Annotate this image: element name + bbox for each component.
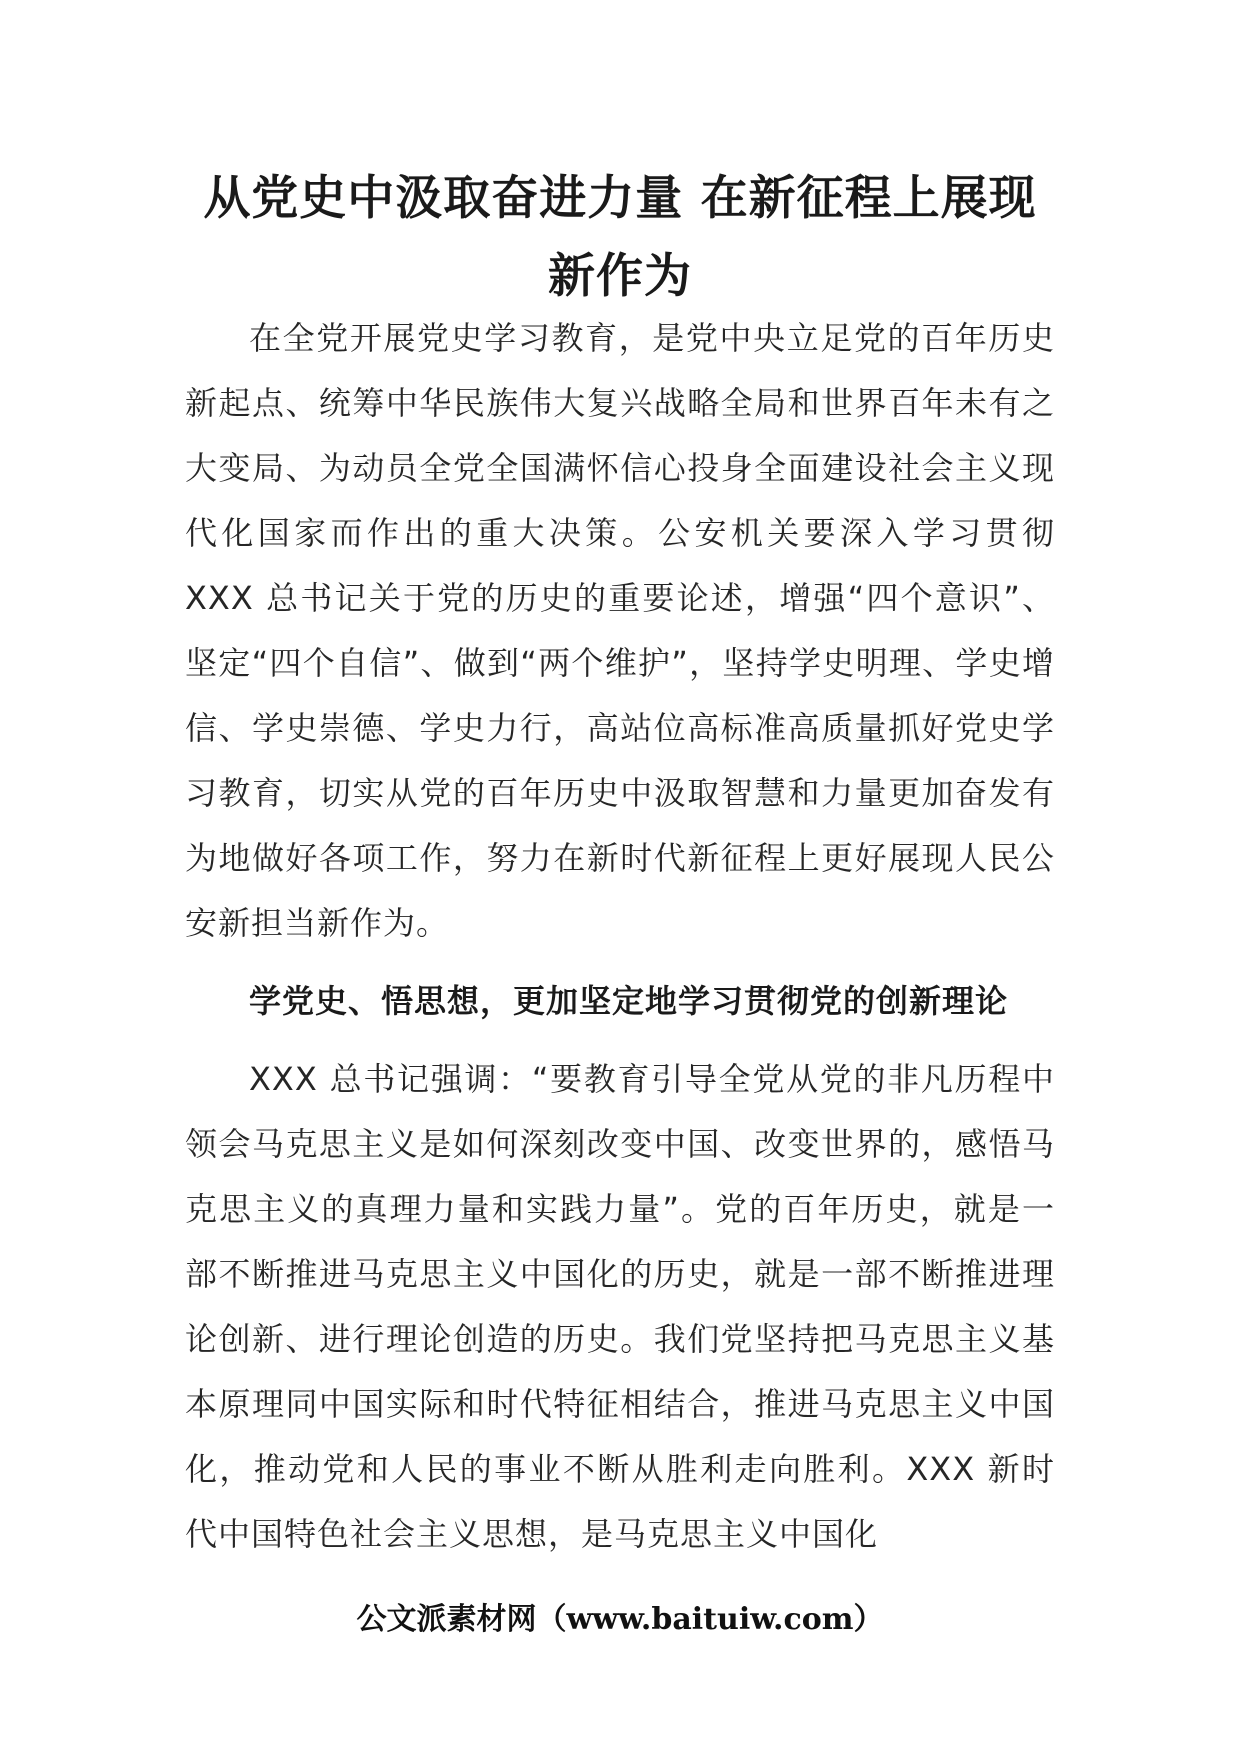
footer-watermark-text: 公文派素材网（www.baituiw.com） — [356, 1602, 884, 1637]
document-body — [185, 306, 1055, 1567]
document-title: 从党史中汲取奋进力量 在新征程上展现新作为 — [203, 171, 1037, 304]
intro-paragraph: 在全党开展党史学习教育，是党中央立足党的百年历史新起点、统筹中华民族伟大复兴战略全局和世界百年未有之大变局、为动员全党全国满怀信心投身全面建设社会主义现代化国家而作出的重大决策。公安机关要深入学习贯彻 XXX 总书记关于党的历史的重要论述，增强“四个意识”、坚定“四个自信”、做到“两个维护”，坚持学史明理、学史增信、学史崇德、学史力行，高站位高标准高质量抓好党史学习教育，切实从党的百年历史中汲取智慧和力量更加奋发有为地做好各项工作，努力在新时代新征程上更好展现人民公安新担当新作为。 — [185, 319, 1055, 942]
section-heading: 学党史、悟思想，更加坚定地学习贯彻党的创新理论 — [249, 982, 1009, 1020]
section-paragraph: XXX 总书记强调：“要教育引导全党从党的非凡历程中领会马克思主义是如何深刻改变中国、改变世界的，感悟马克思主义的真理力量和实践力量”。党的百年历史，就是一部不断推进马克思主义中国化的历史，就是一部不断推进理论创新、进行理论创造的历史。我们党坚持把马克思主义基本原理同中国实际和时代特征相结合，推进马克思主义中国化，推动党和人民的事业不断从胜利走向胜利。XXX 新时代中国特色社会主义思想，是马克思主义中国化 — [185, 1060, 1055, 1553]
